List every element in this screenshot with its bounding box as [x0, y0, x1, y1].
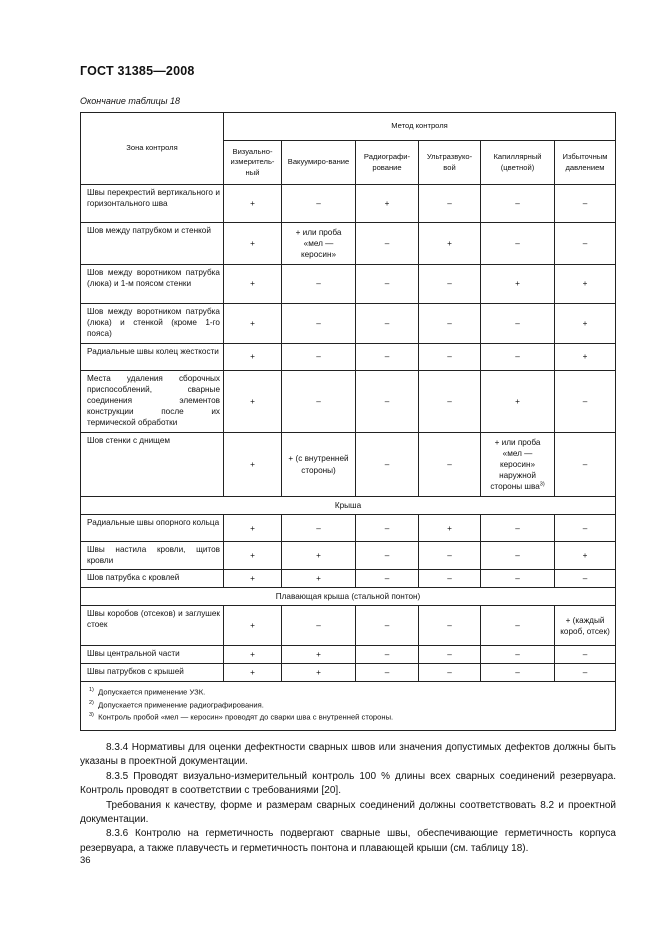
footnote: [89, 686, 607, 699]
method-cell: –: [356, 371, 419, 433]
footnote-ref: 3): [539, 481, 545, 488]
method-cell: + (с внутренней стороны): [282, 433, 356, 497]
method-cell: –: [555, 433, 616, 497]
method-column-header: Вакуумиро-вание: [282, 141, 356, 185]
method-cell: –: [481, 515, 555, 542]
method-cell: +: [224, 344, 282, 371]
method-cell: –: [419, 542, 481, 570]
method-cell: –: [282, 304, 356, 344]
table-footnotes: [81, 682, 616, 731]
method-cell: –: [356, 664, 419, 682]
paragraph-8-3-4: 8.3.4 Нормативы для оценки дефектности сварных швов или значения допустимых дефектов должны быть указаны в проектной документации.: [80, 742, 616, 768]
table-row: [81, 542, 616, 570]
method-column-header: Капиллярный (цветной): [481, 141, 555, 185]
footnote: [89, 711, 607, 724]
method-cell: –: [419, 265, 481, 304]
paragraph-8-3-5: 8.3.5 Проводят визуально-измерительный контроль 100 % длины всех сварных соединений резервуара. Контроль проводят в соответствии с требованиями [20].: [80, 770, 616, 797]
method-cell: +: [282, 664, 356, 682]
method-cell: –: [481, 304, 555, 344]
method-cell: –: [282, 371, 356, 433]
method-cell: –: [481, 223, 555, 265]
method-cell: +: [224, 185, 282, 223]
footnote-mark: 2): [89, 699, 94, 706]
method-cell: –: [481, 606, 555, 646]
zone-cell: Швы коробов (отсеков) и заглушек стоек: [81, 606, 224, 646]
method-cell: –: [356, 304, 419, 344]
method-cell: –: [481, 344, 555, 371]
method-cell: –: [419, 664, 481, 682]
method-cell: –: [356, 344, 419, 371]
method-cell: –: [555, 515, 616, 542]
method-cell: –: [356, 265, 419, 304]
method-cell: –: [481, 185, 555, 223]
method-cell: +: [555, 304, 616, 344]
method-cell: +: [224, 304, 282, 344]
method-cell: –: [419, 606, 481, 646]
method-cell: –: [555, 646, 616, 664]
zone-cell: Шов между воротником патрубка (люка) и 1-м поясом стенки: [81, 265, 224, 304]
method-cell: +: [481, 371, 555, 433]
method-cell: +: [224, 223, 282, 265]
method-cell: –: [282, 515, 356, 542]
zone-cell: Шов стенки с днищем: [81, 433, 224, 497]
method-cell: –: [419, 570, 481, 588]
method-cell: +: [224, 606, 282, 646]
method-cell: + или проба «мел — керосин»: [282, 223, 356, 265]
table-row: [81, 570, 616, 588]
method-cell: –: [419, 371, 481, 433]
method-cell: +: [555, 542, 616, 570]
body-text: [80, 741, 616, 856]
method-cell: –: [356, 570, 419, 588]
document-code: ГОСТ 31385—2008: [80, 64, 195, 78]
footnote-mark: 3): [89, 712, 94, 719]
table-row: [81, 664, 616, 682]
table-row: [81, 265, 616, 304]
method-cell: –: [356, 646, 419, 664]
method-cell: +: [282, 646, 356, 664]
table-row: [81, 185, 616, 223]
method-cell: –: [481, 646, 555, 664]
method-cell: –: [419, 646, 481, 664]
zone-cell: Швы патрубков с крышей: [81, 664, 224, 682]
method-header: Метод контроля: [224, 113, 616, 141]
method-cell: –: [481, 664, 555, 682]
footnote: [89, 699, 607, 712]
method-column-header: Избыточным давлением: [555, 141, 616, 185]
method-cell: +: [282, 542, 356, 570]
table-row: [81, 344, 616, 371]
control-methods-table: [80, 112, 616, 731]
zone-cell: Места удаления сборочных приспособлений, сварные соединения элементов конструкции после их термической обработки: [81, 371, 224, 433]
zone-cell: Швы настила кровли, щитов кровли: [81, 542, 224, 570]
method-cell: –: [555, 664, 616, 682]
method-cell: –: [356, 542, 419, 570]
method-cell: +: [224, 433, 282, 497]
method-cell: –: [282, 265, 356, 304]
table-row: [81, 223, 616, 265]
method-cell: –: [356, 515, 419, 542]
zone-cell: Шов между воротником патрубка (люка) и стенкой (кроме 1-го пояса): [81, 304, 224, 344]
table-row: [81, 371, 616, 433]
method-cell: +: [224, 646, 282, 664]
method-cell: –: [282, 185, 356, 223]
method-cell: +: [224, 542, 282, 570]
method-cell: +: [224, 371, 282, 433]
table-row: [81, 515, 616, 542]
method-cell: –: [419, 304, 481, 344]
method-cell: + (каждый короб, отсек): [555, 606, 616, 646]
method-cell: –: [356, 606, 419, 646]
section-header-roof: Крыша: [81, 497, 616, 515]
zone-cell: Радиальные швы опорного кольца: [81, 515, 224, 542]
method-cell: +: [224, 265, 282, 304]
method-column-header: Радиографи-рование: [356, 141, 419, 185]
table-row: [81, 606, 616, 646]
table-caption: Окончание таблицы 18: [80, 96, 180, 106]
method-cell: +: [224, 570, 282, 588]
method-cell: –: [555, 223, 616, 265]
method-column-header: Визуально-измеритель-ный: [224, 141, 282, 185]
method-cell: –: [419, 344, 481, 371]
method-cell: +: [419, 515, 481, 542]
footnote-text: Допускается применение УЗК.: [98, 687, 206, 697]
method-cell: –: [356, 433, 419, 497]
method-cell: +: [224, 664, 282, 682]
method-cell: –: [356, 223, 419, 265]
table-row: [81, 304, 616, 344]
method-cell: +: [224, 515, 282, 542]
zone-header: Зона контроля: [81, 113, 224, 185]
method-cell: +: [356, 185, 419, 223]
zone-cell: Шов между патрубком и стенкой: [81, 223, 224, 265]
method-cell: +: [481, 265, 555, 304]
zone-cell: Швы перекрестий вертикального и горизонтального шва: [81, 185, 224, 223]
method-cell: –: [282, 344, 356, 371]
section-header-floating-roof: Плавающая крыша (стальной понтон): [81, 588, 616, 606]
method-cell-text: + или проба «мел — керосин» наружной стороны шва: [490, 437, 541, 492]
table-row: [81, 433, 616, 497]
zone-cell: Швы центральной части: [81, 646, 224, 664]
method-cell: –: [555, 371, 616, 433]
method-cell: –: [481, 570, 555, 588]
method-cell: –: [419, 185, 481, 223]
page-number: 36: [80, 855, 91, 866]
method-cell: +: [419, 223, 481, 265]
paragraph-8-3-6: 8.3.6 Контролю на герметичность подвергают сварные швы, обеспечивающие герметичность корпуса резервуара, а также плавучесть и герметичность понтона и плавающей крыши (см. таблицу 18).: [80, 828, 616, 854]
method-cell: +: [555, 344, 616, 371]
footnote-text: Допускается применение радиографирования.: [98, 700, 264, 710]
paragraph-requirements: Требования к качеству, форме и размерам сварных соединений должны соответствовать 8.2 и проектной документации.: [80, 799, 616, 826]
method-cell: –: [419, 433, 481, 497]
footnote-text: Контроль пробой «мел — керосин» проводят до сварки шва с внутренней стороны.: [98, 713, 394, 722]
footnote-mark: 1): [89, 687, 94, 694]
method-cell: –: [481, 542, 555, 570]
method-cell: +: [555, 265, 616, 304]
method-cell: [481, 433, 555, 497]
method-column-header: Ультразвуко-вой: [419, 141, 481, 185]
zone-cell: Шов патрубка с кровлей: [81, 570, 224, 588]
method-cell: +: [282, 570, 356, 588]
method-cell: –: [282, 606, 356, 646]
zone-cell: Радиальные швы колец жесткости: [81, 344, 224, 371]
table-row: [81, 646, 616, 664]
method-cell: –: [555, 185, 616, 223]
method-cell: –: [555, 570, 616, 588]
